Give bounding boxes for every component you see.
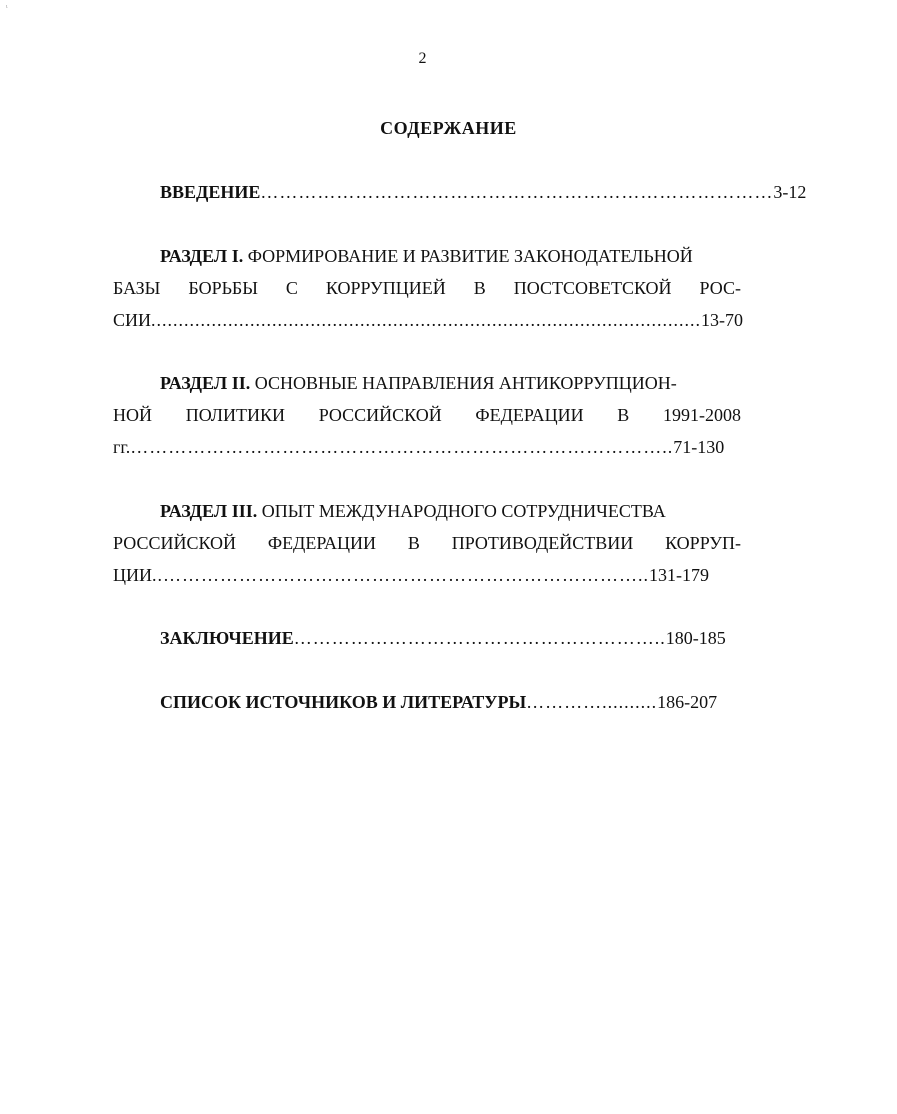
toc-entry-title-line: ОПЫТ МЕЖДУНАРОДНОГО СОТРУДНИЧЕСТВА (261, 501, 666, 521)
toc-entry-label: РАЗДЕЛ I. (160, 246, 244, 266)
toc-entry-title-line: гг. (113, 437, 131, 457)
page-range: 13-70 (701, 310, 744, 330)
toc-entry-label: РАЗДЕЛ III. (160, 501, 258, 521)
leader-dots: ………………………………………………….. (293, 628, 666, 648)
toc-title: СОДЕРЖАНИЕ (380, 118, 517, 138)
toc-entry-title-line: ФОРМИРОВАНИЕ И РАЗВИТИЕ ЗАКОНОДАТЕЛЬНОЙ (247, 246, 693, 266)
page-number: 2 (418, 50, 427, 67)
leader-dots: ………………………………………………………………………….. (130, 437, 674, 457)
toc-entry-section-1[interactable] (113, 240, 744, 336)
toc-entry-label: ВВЕДЕНИЕ (160, 182, 261, 202)
toc-entry-label: СПИСОК ИСТОЧНИКОВ И ЛИТЕРАТУРЫ (160, 692, 527, 712)
toc-entry-title-line: ОСНОВНЫЕ НАПРАВЛЕНИЯ АНТИКОРРУПЦИОН- (254, 373, 677, 393)
page-range: 131-179 (649, 565, 709, 585)
toc-entry-bibliography[interactable] (113, 686, 741, 718)
page-range: 186-207 (657, 692, 718, 712)
toc-entry-title-line: НОЙ ПОЛИТИКИ РОССИЙСКОЙ ФЕДЕРАЦИИ В 1991-2008 (113, 405, 741, 425)
toc-entry-title-line: СИИ (113, 310, 152, 330)
toc-entry-section-2[interactable] (113, 367, 741, 463)
toc-entry-label: ЗАКЛЮЧЕНИЕ (160, 628, 294, 648)
leader-dots: .................................................................................................... (151, 310, 702, 330)
toc-entry-introduction[interactable] (113, 176, 807, 208)
page-range: 3-12 (773, 182, 807, 202)
toc-entry-label: РАЗДЕЛ II. (160, 373, 251, 393)
leader-dots: ………….......... (526, 692, 658, 712)
toc-entry-title-line: РОССИЙСКОЙ ФЕДЕРАЦИИ В ПРОТИВОДЕЙСТВИИ КОРРУП- (113, 533, 741, 553)
toc-entry-conclusion[interactable] (113, 622, 741, 654)
page-range: 71-130 (673, 437, 725, 457)
scan-mark: ι (6, 4, 8, 10)
toc-entry-title-line: БАЗЫ БОРЬБЫ С КОРРУПЦИЕЙ В ПОСТСОВЕТСКОЙ РОС- (113, 278, 741, 298)
leader-dots: ……………………………………………………………………… (260, 182, 774, 202)
leader-dots: ..………………………………………………………………….. (152, 565, 649, 585)
page-range: 180-185 (665, 628, 726, 648)
toc-entry-section-3[interactable] (113, 495, 741, 591)
toc-entry-title-line: ЦИИ (113, 565, 152, 585)
